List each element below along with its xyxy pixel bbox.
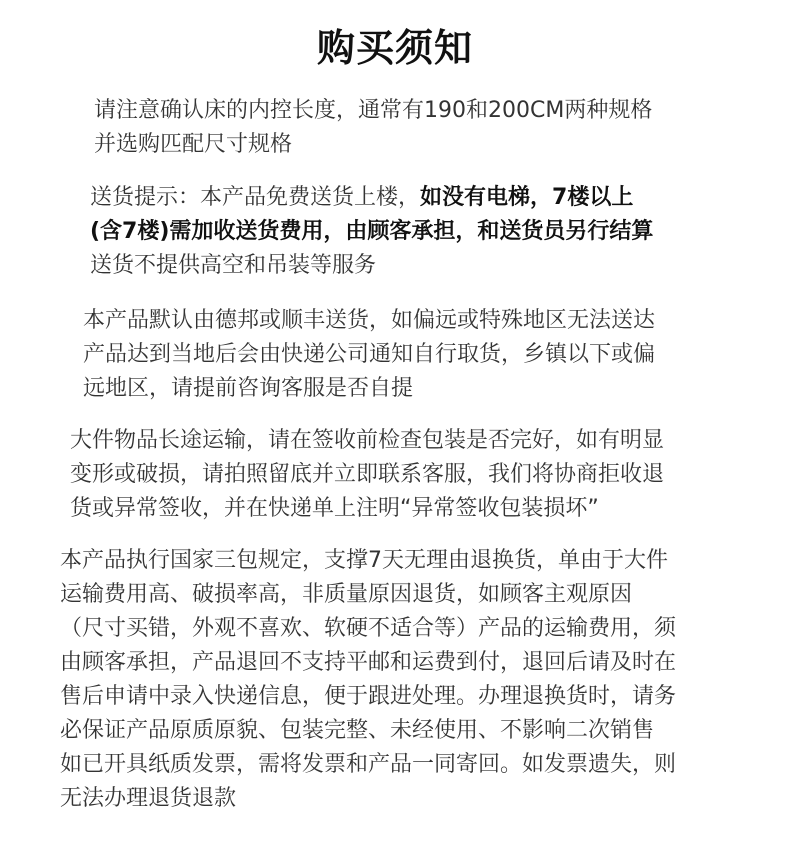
returns-line: 售后申请中录入快递信息，便于跟进处理。办理退换货时，请务 (60, 684, 677, 709)
courier-notice (83, 304, 655, 406)
courier-line: 本产品默认由德邦或顺丰送货，如偏远或特殊地区无法送达 (83, 308, 656, 333)
inspection-line: 变形或破损，请拍照留底并立即联系客服，我们将协商拒收退 (70, 462, 665, 487)
delivery-line-2: (含7楼)需加收送货费用，由顾客承担，和送货员另行结算 (90, 219, 654, 244)
bed-length-notice (94, 94, 652, 162)
bed-length-line-2: 并选购匹配尺寸规格 (94, 132, 293, 157)
returns-line: （尺寸买错，外观不喜欢、软硬不适合等）产品的运输费用，须 (60, 616, 677, 641)
delivery-line-1-normal: 送货提示：本产品免费送货上楼， (90, 185, 421, 210)
page-title: 购买须知 (316, 26, 473, 70)
inspection-line: 大件物品长途运输，请在签收前检查包装是否完好，如有明显 (70, 428, 665, 453)
inspection-notice (70, 424, 664, 526)
courier-line: 产品达到当地后会由快递公司通知自行取货，乡镇以下或偏 (83, 342, 656, 367)
returns-line: 由顾客承担，产品退回不支持平邮和运费到付，退回后请及时在 (60, 650, 677, 675)
delivery-line-1-bold: 如没有电梯，7楼以上 (420, 185, 634, 210)
courier-line: 远地区，请提前咨询客服是否自提 (83, 376, 414, 401)
returns-line: 如已开具纸质发票，需将发票和产品一同寄回。如发票遗失，则 (60, 752, 677, 777)
bed-length-line-1: 请注意确认床的内控长度，通常有190和200CM两种规格 (94, 98, 653, 123)
returns-line: 本产品执行国家三包规定，支撑7天无理由退换货，单由于大件 (60, 548, 668, 573)
returns-line: 必保证产品原质原貌、包装完整、未经使用、不影响二次销售 (60, 718, 655, 743)
delivery-line-3: 送货不提供高空和吊装等服务 (90, 253, 377, 278)
inspection-line: 货或异常签收，并在快递单上注明“异常签收包装损坏” (70, 496, 599, 521)
returns-notice (60, 544, 676, 816)
returns-line: 无法办理退货退款 (60, 786, 237, 811)
delivery-notice (90, 181, 653, 283)
returns-line: 运输费用高、破损率高，非质量原因退货，如顾客主观原因 (60, 582, 633, 607)
delivery-line-1 (90, 181, 653, 215)
